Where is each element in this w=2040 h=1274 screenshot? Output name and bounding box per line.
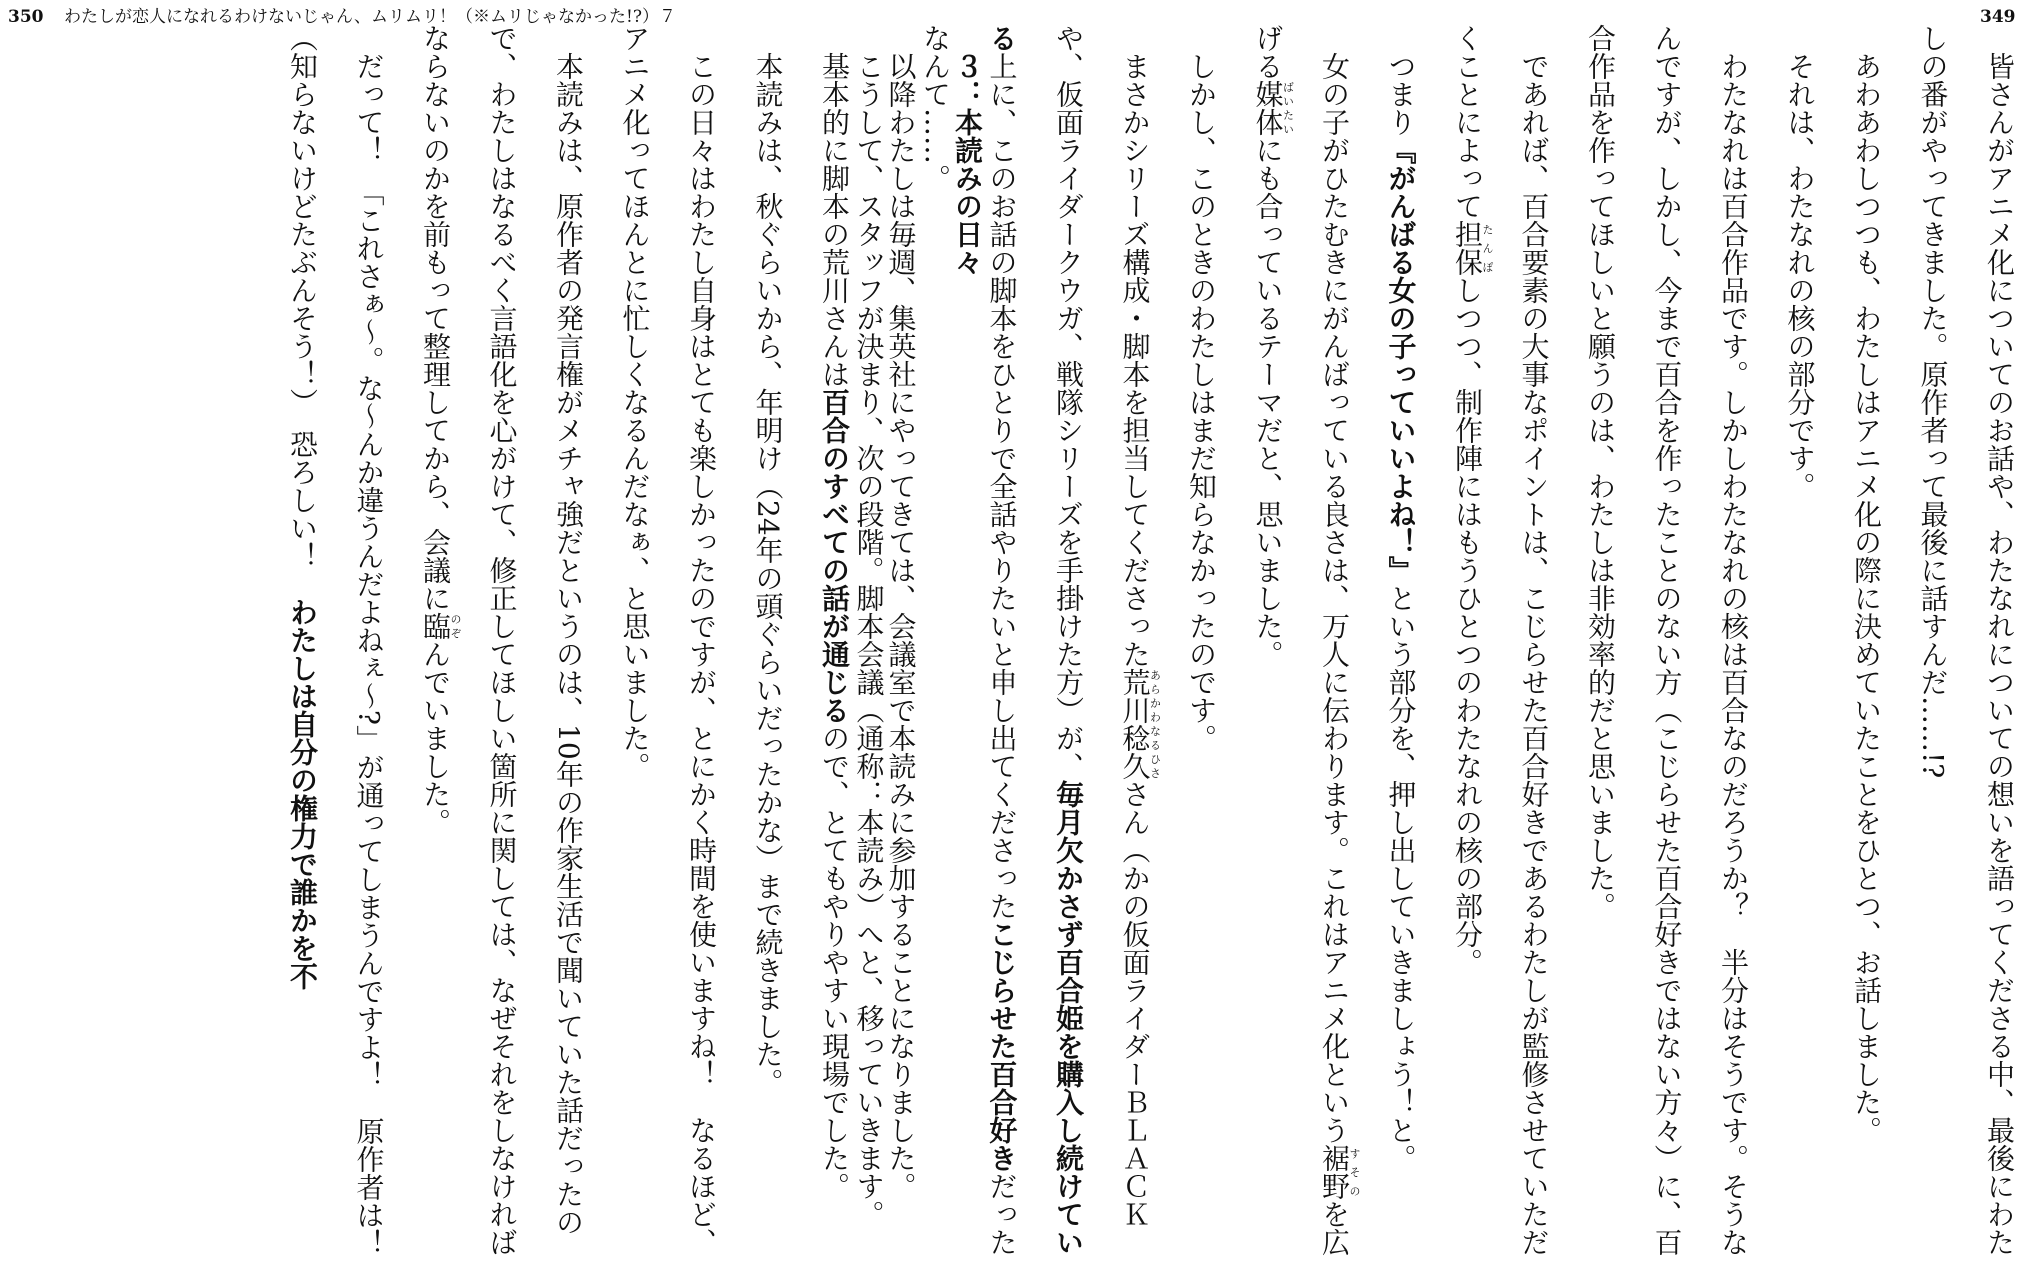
text-run: 本読みは、原作者の発言権がメチャ強だというのは、10年の作家生活で聞いていた話だったので、わたしはなるべく言語化を心がけて、修正してほしい箇所に関しては、なぜそれをしなければならないのかを前もって整理してから、会議に [419,24,585,1256]
paragraph: 本読みは、秋ぐらいから、年明け（24年の頭ぐらいだったかな）まで続きました。 [751,52,785,1096]
ruby-text: たんぽ [1481,220,1494,276]
section-heading: ３：本読みの日々 [951,52,984,276]
paragraph: それは、わたなれの核の部分です。 [1783,52,1817,500]
text-run: にも合っているテーマだと、思いました。 [1251,136,1285,668]
text-run: しつつ、制作陣にはもうひとつのわたなれの核の部分。 [1451,276,1484,976]
paragraph: わたなれは百合作品です。しかしわたなれの核は百合なのだろうか？ 半分はそうです。そうなんですが、しかし、今まで百合を作ったことのない方（こじらせた百合好きではない方々）に、百合作品を作ってほしいと願うのは、わたしは非効率的だと思いました。 [1584,24,1750,1256]
text-run: 女の子がひたむきにがんばっている良さは、万人に伝わります。これはアニメ化という [1318,52,1351,1144]
text-run: つまり [1384,52,1418,136]
right-page-number: 349 [1980,7,2016,27]
ruby-base: 媒体 [1251,80,1285,136]
ruby-base: 担保 [1451,220,1484,276]
bold-emphasis: 百合のすべての話が通じる [818,388,851,724]
ruby-text: のぞ [449,612,462,640]
bold-emphasis: 『がんばる女の子っていいよね！』 [1384,136,1418,584]
text-run: という部分を、押し出していきましょう！と。 [1384,584,1418,1172]
ruby-base: 裾野 [1318,1144,1351,1200]
left-page [16,24,1000,1268]
paragraph [1367,24,1434,1268]
running-title: わたしが恋人になれるわけないじゃん、ムリムリ！（※ムリじゃなかった!?）７ [64,7,676,27]
ruby-text: ばいたい [1281,80,1295,136]
text-run: を広げる [1251,24,1351,1256]
ruby-base: 荒川稔久 [1118,668,1152,780]
text-run: んでいました。 [419,640,452,836]
paragraph: あわあわしつつも、わたしはアニメ化の際に決めていたことをひとつ、お話しました。 [1850,52,1883,1144]
text-run: だったなんて……。 [919,24,1019,1256]
bold-emphasis: こじらせた百合好き [985,920,1019,1172]
text-run: だって！ 「これさぁ～。な～んか違うんだよねぇ～?」が通ってしまうんですよ！ 原作者は！（知らないけどたぶんそう！） 恐ろしい！ [286,24,386,1258]
text-run: であれば、百合要素の大事なポイントは、こじらせた百合好きであるわたしが監修させていただくことによって [1451,24,1551,1256]
bold-emphasis: 毎月欠かさず百合姫を購入し続けている [985,24,1085,1256]
ruby-annotation [419,612,462,640]
text-run: ので、とてもやりやすい現場でした。 [818,724,851,1200]
left-page-number: 350 [8,7,44,27]
ruby-base: 臨 [419,612,452,640]
text-run: さん（かの仮面ライダーＢＬＡＣＫや、仮面ライダークウガ、戦隊シリーズを手掛けた方）が、 [1052,24,1152,1228]
text-run: 上に、このお話の脚本をひとりで全話やりたいと申し出てくださった [985,52,1019,920]
bold-emphasis: わたしは自分の権力で誰かを不 [286,598,319,990]
ruby-annotation [1451,220,1494,276]
paragraph: こうして、スタッフが決まり、次の段階。脚本会議（通称：本読み）へと、移っていきます。 [852,52,886,1228]
paragraph [269,24,402,1268]
right-page-body [835,24,2032,1268]
left-page-body [269,24,1001,1268]
paragraph: この日々はわたし自身はとても楽しかったのですが、とにかく時間を使いますね！ なるほど、アニメ化ってほんとに忙しくなるんだなぁ、と思いました。 [618,24,718,1256]
paragraph: 以降わたしは毎週、集英社にやってきては、会議室で本読みに参加することになりました。 [884,52,918,1200]
paragraph [1434,24,1567,1268]
ruby-annotation [1318,1144,1361,1200]
paragraph [1234,24,1367,1268]
paragraph [402,24,602,1268]
paragraph: 皆さんがアニメ化についてのお話や、わたなれについての想いを語ってくださる中、最後にわたしの番がやってきました。原作者って最後に話すんだ……!? [1916,24,2016,1256]
paragraph [801,24,868,1268]
ruby-annotation [1251,80,1295,136]
paragraph: しかし、このときのわたしはまだ知らなかったのです。 [1185,52,1218,752]
ruby-annotation [1118,668,1162,780]
text-run: 基本的に脚本の荒川さんは [818,52,851,388]
ruby-text: あらかわなるひさ [1148,668,1162,780]
ruby-text: すその [1348,1144,1361,1200]
text-run: まさかシリーズ構成・脚本を担当してくださった [1118,52,1152,668]
